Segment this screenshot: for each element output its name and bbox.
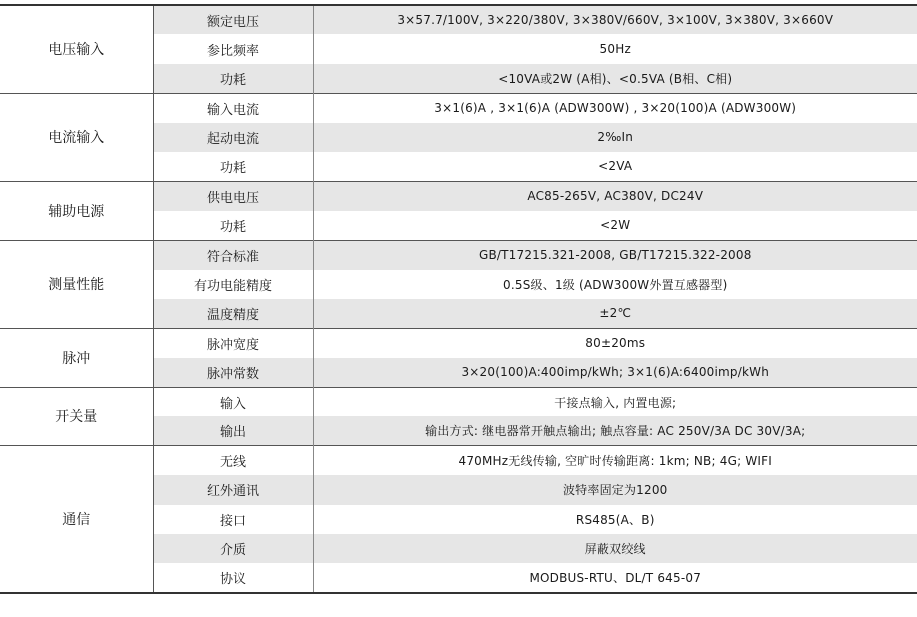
parameter-cell: 符合标准 (153, 240, 313, 269)
parameter-cell: 功耗 (153, 211, 313, 240)
value-cell: 80±20ms (313, 328, 917, 357)
value-cell: <2VA (313, 152, 917, 181)
parameter-cell: 额定电压 (153, 5, 313, 34)
value-cell: 3×57.7/100V, 3×220/380V, 3×380V/660V, 3×100V, 3×380V, 3×660V (313, 5, 917, 34)
parameter-cell: 输入 (153, 387, 313, 416)
value-cell: 输出方式: 继电器常开触点输出; 触点容量: AC 250V/3A DC 30V/3A; (313, 416, 917, 445)
parameter-cell: 脉冲宽度 (153, 328, 313, 357)
parameter-cell: 介质 (153, 534, 313, 563)
value-cell: 干接点输入, 内置电源; (313, 387, 917, 416)
parameter-cell: 功耗 (153, 152, 313, 181)
value-cell: ±2℃ (313, 299, 917, 328)
parameter-cell: 温度精度 (153, 299, 313, 328)
value-cell: <2W (313, 211, 917, 240)
table-row (0, 93, 917, 122)
parameter-cell: 脉冲常数 (153, 358, 313, 387)
parameter-cell: 无线 (153, 446, 313, 475)
parameter-cell: 红外通讯 (153, 475, 313, 504)
category-cell: 电压输入 (0, 5, 153, 93)
parameter-cell: 起动电流 (153, 123, 313, 152)
value-cell: 3×20(100)A:400imp/kWh; 3×1(6)A:6400imp/kWh (313, 358, 917, 387)
table-row (0, 240, 917, 269)
value-cell: GB/T17215.321-2008, GB/T17215.322-2008 (313, 240, 917, 269)
value-cell: 50Hz (313, 34, 917, 63)
parameter-cell: 输出 (153, 416, 313, 445)
value-cell: RS485(A、B) (313, 505, 917, 534)
value-cell: 波特率固定为1200 (313, 475, 917, 504)
parameter-cell: 协议 (153, 563, 313, 592)
parameter-cell: 输入电流 (153, 93, 313, 122)
table-row (0, 5, 917, 34)
value-cell: 3×1(6)A , 3×1(6)A (ADW300W) , 3×20(100)A (ADW300W) (313, 93, 917, 122)
value-cell: AC85-265V, AC380V, DC24V (313, 181, 917, 210)
value-cell: 2‰In (313, 123, 917, 152)
category-cell: 测量性能 (0, 240, 153, 328)
table-row (0, 328, 917, 357)
parameter-cell: 接口 (153, 505, 313, 534)
category-cell: 脉冲 (0, 328, 153, 387)
table-row (0, 387, 917, 416)
category-cell: 开关量 (0, 387, 153, 446)
spec-table-body (0, 5, 917, 593)
table-row (0, 181, 917, 210)
value-cell: MODBUS-RTU、DL/T 645-07 (313, 563, 917, 592)
value-cell: 0.5S级、1级 (ADW300W外置互感器型) (313, 270, 917, 299)
parameter-cell: 有功电能精度 (153, 270, 313, 299)
category-cell: 通信 (0, 446, 153, 593)
parameter-cell: 功耗 (153, 64, 313, 93)
parameter-cell: 参比频率 (153, 34, 313, 63)
category-cell: 电流输入 (0, 93, 153, 181)
value-cell: <10VA或2W (A相)、<0.5VA (B相、C相) (313, 64, 917, 93)
table-row (0, 446, 917, 475)
category-cell: 辅助电源 (0, 181, 153, 240)
value-cell: 屏蔽双绞线 (313, 534, 917, 563)
spec-table (0, 4, 917, 594)
parameter-cell: 供电电压 (153, 181, 313, 210)
value-cell: 470MHz无线传输, 空旷时传输距离: 1km; NB; 4G; WIFI (313, 446, 917, 475)
